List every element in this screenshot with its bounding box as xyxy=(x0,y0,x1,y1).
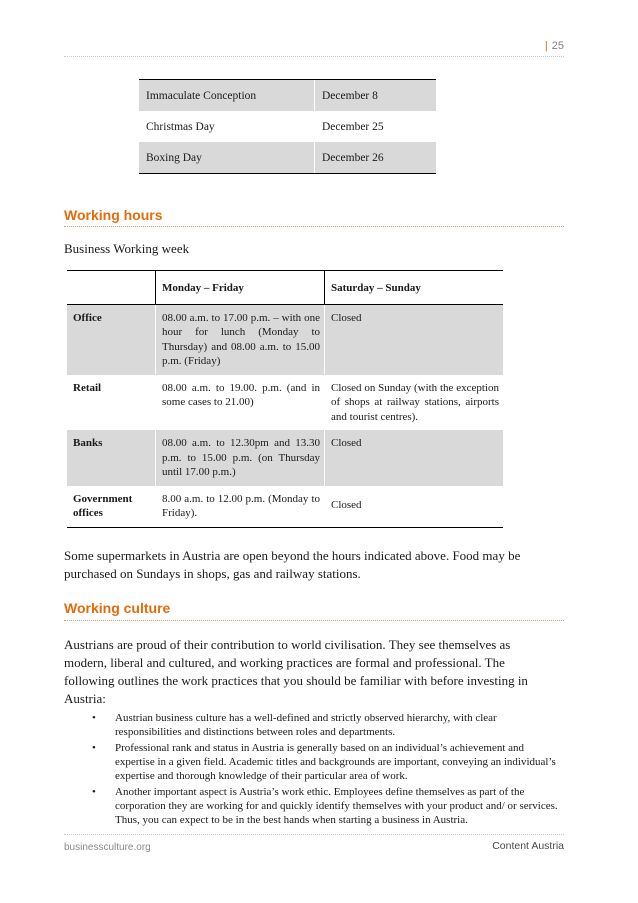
holiday-date: December 25 xyxy=(315,111,437,142)
list-item-text: Another important aspect is Austria’s work ethic. Employees define themselves as part of the corporation they are working for and quickly identify themselves with your product and/ or services. Thus, you can expect to be in the best hands when starting a business in Austria. xyxy=(115,786,558,826)
list-item-text: Austrian business culture has a well-defined and strictly observed hierarchy, with clear responsibilities and distinctions between roles and departments. xyxy=(115,712,497,738)
list-item xyxy=(78,741,563,783)
weekday-hours: 08.00 a.m. to 12.30pm and 13.30 p.m. to 15.00 p.m. (on Thursday until 17.00 p.m.) xyxy=(156,430,325,486)
column-header: Saturday – Sunday xyxy=(325,271,504,305)
bullet-icon: • xyxy=(92,712,96,724)
holiday-name: Immaculate Conception xyxy=(139,80,315,112)
bullet-icon: • xyxy=(92,786,96,798)
weekday-hours: 8.00 a.m. to 12.00 p.m. (Monday to Friday). xyxy=(156,486,325,528)
row-label: Office xyxy=(67,304,156,375)
table-row xyxy=(67,430,503,486)
section-divider xyxy=(64,226,564,227)
table-header-row xyxy=(67,271,503,305)
holiday-name: Christmas Day xyxy=(146,120,215,133)
weekday-hours: 08.00 a.m. to 17.00 p.m. – with one hour for lunch (Monday to Thursday) and 08.00 a.m. to 15.00 p.m. (Friday) xyxy=(156,304,325,375)
holiday-name: Boxing Day xyxy=(139,142,315,174)
section-heading-working-culture: Working culture xyxy=(64,600,171,616)
holiday-date: December 8 xyxy=(315,80,437,112)
column-header xyxy=(67,271,156,305)
weekday-hours: 08.00 a.m. to 19.00. p.m. (and in some cases to 21.00) xyxy=(156,375,325,431)
section-divider xyxy=(64,620,564,621)
work-practices-list xyxy=(78,711,563,829)
working-culture-intro: Austrians are proud of their contribution to world civilisation. They see themselves as modern, liberal and cultured, and working practices are formal and professional. The following outlines the work practices that you should be familiar with before investing in Austria: xyxy=(64,637,528,706)
section-heading-working-hours: Working hours xyxy=(64,207,163,223)
footer-divider xyxy=(64,834,564,835)
working-hours-note: Some supermarkets in Austria are open beyond the hours indicated above. Food may be purchased on Sundays in shops, gas and railway stations. xyxy=(64,548,521,581)
table-row xyxy=(67,304,503,375)
holidays-table xyxy=(139,79,436,174)
list-item xyxy=(78,785,563,827)
weekend-hours: Closed xyxy=(325,304,504,375)
list-item xyxy=(78,711,563,739)
table-row xyxy=(139,80,436,112)
table-row xyxy=(139,142,436,174)
weekend-hours: Closed xyxy=(325,430,504,486)
working-week-subheading: Business Working week xyxy=(64,241,190,256)
bullet-icon: • xyxy=(92,742,96,754)
list-item-text: Professional rank and status in Austria is generally based on an individual’s achievement and expertise in a given field. Academic titles and backgrounds are important, conveying an individual’s expertise and thorough knowledge of their particular area of work. xyxy=(115,742,556,782)
footer-section: Content Austria xyxy=(492,840,564,852)
weekend-hours: Closed xyxy=(325,486,504,528)
table-row xyxy=(67,486,503,528)
row-label: Banks xyxy=(67,430,156,486)
header-divider xyxy=(64,56,564,57)
table-row xyxy=(139,111,436,142)
holiday-date: December 26 xyxy=(315,142,437,174)
table-row xyxy=(67,375,503,431)
working-hours-table xyxy=(67,270,503,528)
row-label: Government offices xyxy=(67,486,156,528)
page-number: | 25 xyxy=(544,40,564,52)
weekend-hours: Closed on Sunday (with the exception of shops at railway stations, airports and tourist centres). xyxy=(325,375,504,431)
footer-site: businessculture.org xyxy=(64,842,151,853)
row-label: Retail xyxy=(73,381,102,394)
column-header: Monday – Friday xyxy=(156,271,325,305)
